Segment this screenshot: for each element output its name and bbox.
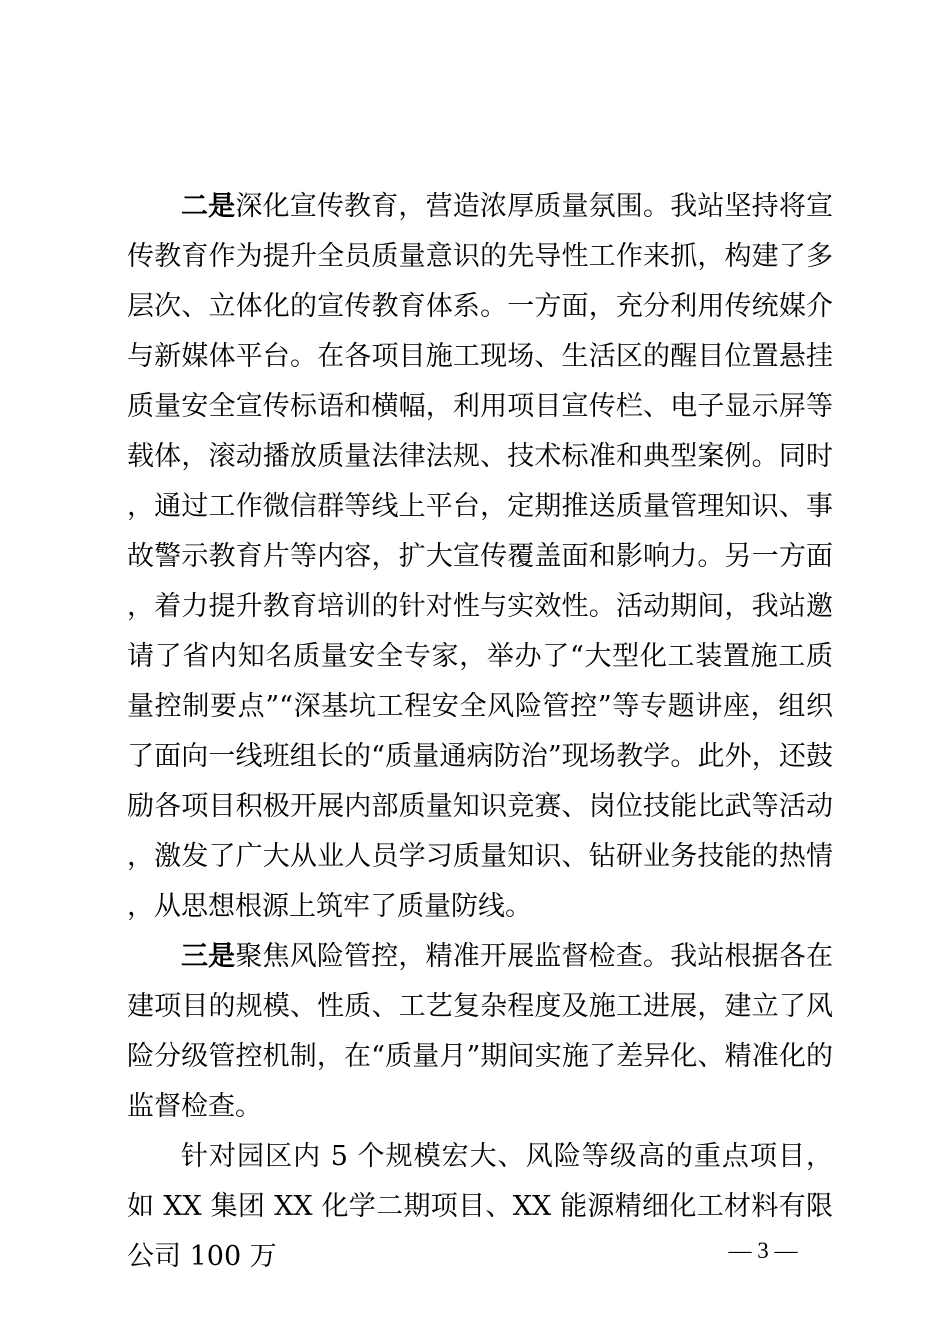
paragraph-text-2: 深化宣传教育，营造浓厚质量氛围。我站坚持将宣传教育作为提升全员质量意识的先导性工作来抓，构建了多层次、立体化的宣传教育体系。一方面，充分利用传统媒介与新媒体平台。在各项目施工现场、生活区的醒目位置悬挂质量安全宣传标语和横幅，利用项目宣传栏、电子显示屏等载体，滚动播放质量法律法规、技术标准和典型案例。同时，通过工作微信群等线上平台，定期推送质量管理知识、事故警示教育片等内容，扩大宣传覆盖面和影响力。另一方面，着力提升教育培训的针对性与实效性。活动期间，我站邀请了省内知名质量安全专家，举办了“大型化工装置施工质量控制要点”“深基坑工程安全风险管控”等专题讲座，组织了面向一线班组长的“质量通病防治”现场教学。此外，还鼓励各项目积极开展内部质量知识竞赛、岗位技能比武等活动，激发了广大从业人员学习质量知识、钻研业务技能的热情，从思想根源上筑牢了质量防线。 <box>127 191 834 922</box>
document-body <box>127 182 833 1282</box>
paragraph-text-3: 聚焦风险管控，精准开展监督检查。我站根据各在建项目的规模、性质、工艺复杂程度及施工进展，建立了风险分级管控机制，在“质量月”期间实施了差异化、精准化的监督检查。 <box>127 941 834 1122</box>
paragraph-lead-3: 三是 <box>181 941 236 972</box>
paragraph-publicity-education <box>127 182 833 932</box>
paragraph-lead-2: 二是 <box>181 191 236 222</box>
paragraph-text-4: 针对园区内 5 个规模宏大、风险等级高的重点项目，如 XX 集团 XX 化学二期项目、XX 能源精细化工材料有限公司 100 万 <box>127 1141 833 1272</box>
page-number: — 3 — <box>728 1238 798 1263</box>
paragraph-risk-control <box>127 932 833 1132</box>
